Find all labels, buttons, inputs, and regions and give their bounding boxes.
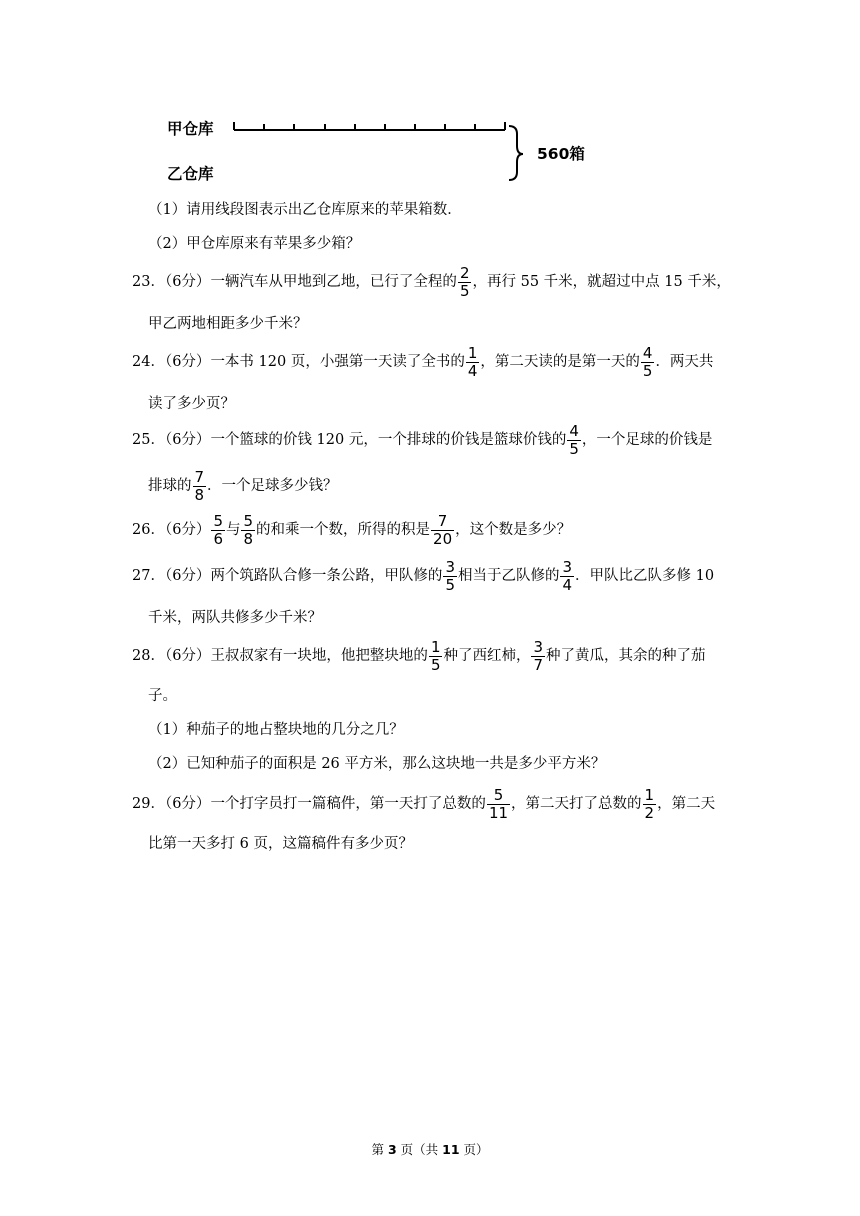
fraction: $\frac{4}{5}$: [642, 343, 653, 380]
q29-line2: 比第一天多打 6 页，这篇稿件有多少页？: [148, 836, 413, 852]
q22-sub1: （1）请用线段图表示出乙仓库原来的苹果箱数．: [148, 202, 462, 218]
fraction: $\frac{3}{4}$: [562, 557, 573, 594]
fraction: $\frac{7}{20}$: [433, 511, 453, 548]
question-number: 28．（6分）: [132, 648, 211, 664]
brace-icon: [509, 126, 523, 180]
fraction: $\frac{5}{6}$: [213, 511, 223, 548]
q26-line1: 26．（6分） $\frac{5}{6}$ 与 $\frac{5}{8}$ 的和乘一个数，所得的积是 $\frac{7}{20}$ ，这个数是多少？: [132, 511, 572, 548]
question-number: 24．（6分）: [132, 354, 211, 370]
q27-line2: 千米，两队共修多少千米？: [148, 610, 322, 626]
warehouse-a-label: 甲仓库: [167, 120, 214, 138]
q23-line1: 23．（6分）一辆汽车从甲地到乙地，已行了全程的 $\frac{2}{5}$ ，再行 55 千米，就超过中点 15 千米，: [132, 263, 731, 300]
q25-line2: 排球的 $\frac{7}{8}$ ．一个足球多少钱？: [148, 467, 338, 504]
q28-sub1: （1）种茄子的地占整块地的几分之几？: [148, 722, 404, 738]
fraction: $\frac{5}{11}$: [488, 785, 509, 822]
question-number: 27．（6分）: [132, 568, 211, 584]
fraction: $\frac{7}{8}$: [194, 467, 205, 504]
q22-sub2: （2）甲仓库原来有苹果多少箱？: [148, 236, 361, 252]
q27-line1: 27．（6分）两个筑路队合修一条公路，甲队修的 $\frac{3}{5}$ 相当于乙队修的 $\frac{3}{4}$ ．甲队比乙队多修 10: [132, 557, 715, 594]
question-number: 26．（6分）: [132, 522, 211, 538]
q23-line2: 甲乙两地相距多少千米？: [148, 316, 308, 332]
q28-line2: 子。: [148, 688, 177, 704]
total-label: 560箱: [537, 145, 585, 163]
q24-line2: 读了多少页？: [148, 396, 235, 412]
q24-line1: 24．（6分）一本书 120 页，小强第一天读了全书的 $\frac{1}{4}$ ，第二天读的是第一天的 $\frac{4}{5}$ ．两天共: [132, 343, 714, 380]
fraction: $\frac{1}{5}$: [430, 637, 441, 674]
question-number: 29．（6分）: [132, 796, 211, 812]
fraction: $\frac{5}{8}$: [243, 511, 254, 548]
question-number: 25．（6分）: [132, 432, 211, 448]
q28-line1: 28．（6分）王叔叔家有一块地，他把整块地的 $\frac{1}{5}$ 种了西红柿， $\frac{3}{7}$ 种了黄瓜，其余的种了茄: [132, 637, 706, 674]
fraction: $\frac{1}{4}$: [467, 343, 478, 380]
fraction: $\frac{1}{2}$: [644, 785, 655, 822]
q28-sub2: （2）已知种茄子的面积是 26 平方米，那么这块地一共是多少平方米？: [148, 756, 606, 772]
page-total: 11: [442, 1142, 460, 1157]
fraction: $\frac{3}{5}$: [445, 557, 455, 594]
warehouse-b-label: 乙仓库: [167, 165, 214, 183]
page-footer: 第 3 页（共 11 页）: [371, 1142, 489, 1157]
q29-line1: 29．（6分）一个打字员打一篇稿件，第一天打了总数的 $\frac{5}{11}$ ，第二天打了总数的 $\frac{1}{2}$ ，第二天: [132, 785, 716, 822]
q25-line1: 25．（6分）一个篮球的价钱 120 元，一个排球的价钱是篮球价钱的 $\frac{4}{5}$ ，一个足球的价钱是: [132, 421, 713, 458]
fraction: $\frac{2}{5}$: [459, 263, 470, 300]
question-number: 23．（6分）: [132, 274, 211, 290]
line-segment-diagram: [165, 110, 605, 192]
fraction: $\frac{4}{5}$: [569, 421, 579, 458]
page-number: 3: [387, 1142, 397, 1157]
fraction: $\frac{3}{7}$: [533, 637, 544, 674]
